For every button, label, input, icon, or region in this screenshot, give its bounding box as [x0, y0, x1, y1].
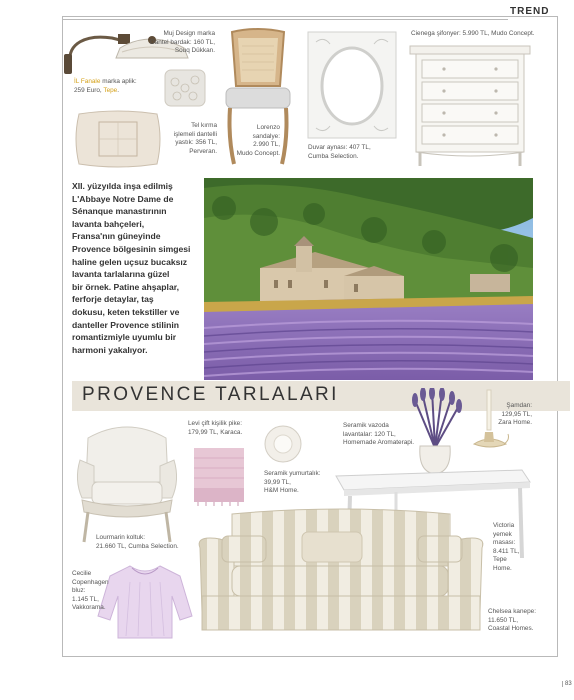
armchair-image [72, 420, 182, 548]
eggcup-caption: Seramik yumurtalık: 39,99 TL, H&M Home. [264, 470, 321, 495]
armchair-caption: Lourmarin koltuk: 21.660 TL, Cumba Selection. [96, 534, 179, 550]
chiffonier-image [408, 44, 532, 168]
vase-caption: Seramik vazoda lavantalar: 120 TL, Homemade Aromaterapi. [343, 422, 415, 447]
candle-caption: Şamdan: 129,95 TL, Zara Home. [498, 402, 532, 427]
table-caption: Victoria yemek masası: 8.411 TL, Tepe Home. [493, 522, 520, 572]
blouse-caption: Cecilie Copenhagen bluz: 1.145 TL, Vakkorama. [72, 570, 109, 612]
egg-cup-image [262, 424, 304, 464]
pique-image [190, 444, 248, 506]
sconce-caption: İL Fanale marka aplik: 259 Euro, Tepe. [74, 78, 137, 94]
candle-holder-image [470, 388, 510, 452]
lavender-abbey-photo [204, 178, 533, 380]
chair-caption: Lorenzo sandalye: 2.990 TL, Mudo Concept. [236, 124, 280, 157]
sofa-caption: Chelsea kanepe: 11.650 TL, Coastal Homes. [488, 608, 536, 633]
lace-pillow-image [73, 108, 163, 170]
mirror-caption: Duvar aynası: 407 TL, Cumba Selection. [308, 144, 371, 160]
chiffonier-caption: Cienega şifonyer: 5.990 TL, Mudo Concept. [411, 30, 535, 37]
page-title: PROVENCE TARLALARI [82, 384, 339, 405]
lace-cup-image [163, 68, 207, 108]
header-rule [62, 19, 508, 20]
pillow-caption: Tel kırma işlemeli dantelli yastık: 356 TL, Perveran. [173, 122, 217, 155]
striped-sofa-image [196, 508, 486, 638]
lamp-caption: Muj Design marka Dantel bardak: 160 TL, Souq Dükkan. [150, 30, 215, 55]
pique-caption: Levi çift kişilik pike: 179,99 TL, Karaca. [188, 420, 243, 436]
intro-paragraph: XII. yüzyılda inşa edilmiş L'Abbaye Notre Dame de Sénanque manastırının lavanta bahçeleri, Fransa'nın güneyinde Provence bölgesinin simgesi haline gelen uçsuz bucaksız lavanta tarlalarına güzel bir örnek. Patine ahşaplar, ferforje detaylar, taş dokusu, keten tekstiller ve danteller Provence stilinin romantizmiyle uyumlu bir harmoni yakalıyor. [72, 181, 191, 355]
page-number: 83 [562, 681, 572, 687]
wall-mirror-image [306, 30, 398, 140]
section-label: TREND [510, 6, 550, 17]
